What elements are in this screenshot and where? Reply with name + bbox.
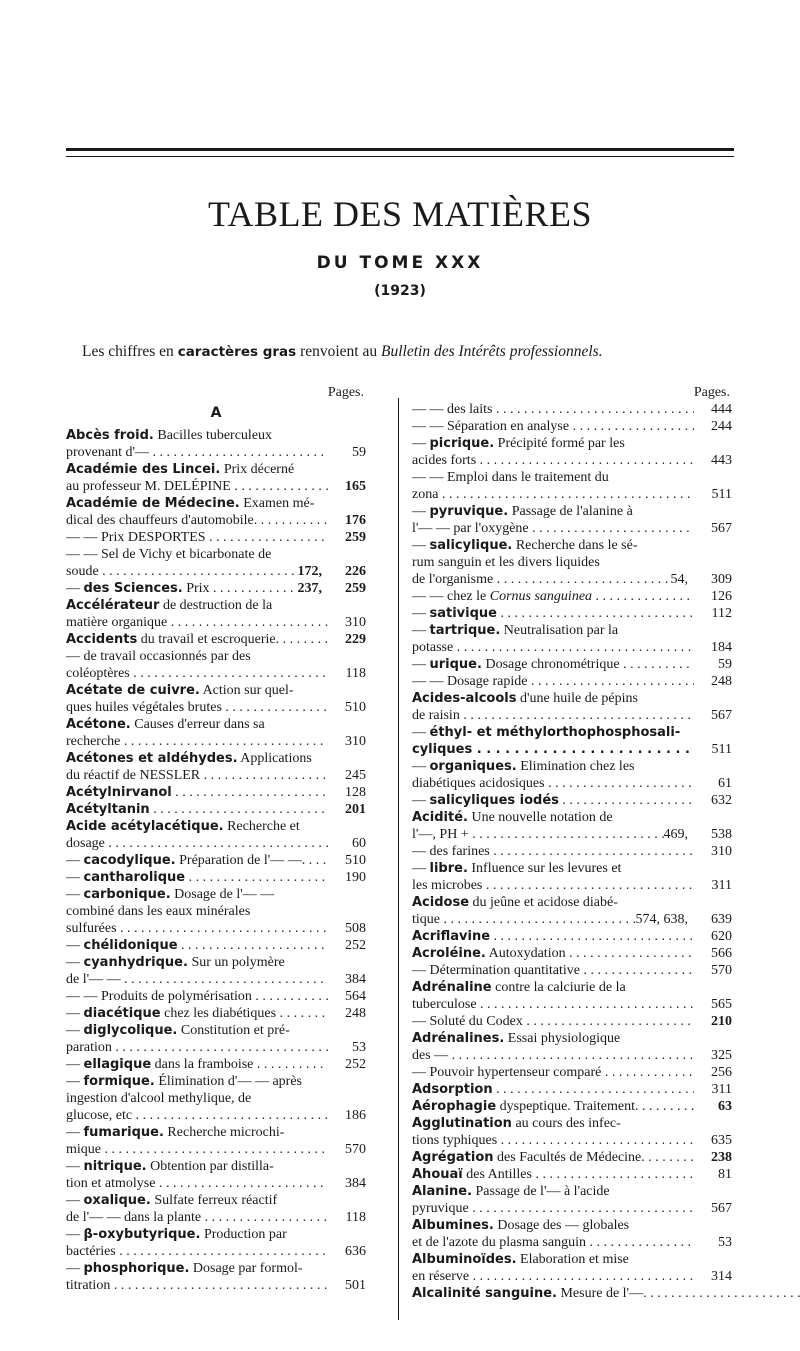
index-entry: — ellagique dans la framboise . . . 252 — [66, 1056, 366, 1073]
index-entry: — fumarique. Recherche microchi- mique . . . 570 — [66, 1124, 366, 1158]
index-entry: Acétate de cuivre. Action sur quel- ques huiles végétales brutes . . . 510 — [66, 682, 366, 716]
column-divider — [398, 398, 399, 1320]
index-entry: Acide acétylacétique. Recherche et dosage . . . 60 — [66, 818, 366, 852]
index-entry: Acétones et aldéhydes. Applications du réactif de NESSLER . . . 245 — [66, 750, 366, 784]
index-entry: Acétone. Causes d'erreur dans sa recherche . . . 310 — [66, 716, 366, 750]
index-entry: — formique. Élimination d'— — après ingestion d'alcool methylique, de glucose, etc . . . 186 — [66, 1073, 366, 1124]
top-rule-thick — [66, 148, 734, 151]
index-entry: — diglycolique. Constitution et pré- paration . . . 53 — [66, 1022, 366, 1056]
index-entry: Académie de Médecine. Examen mé- dical des chauffeurs d'automobile. . . . 176 — [66, 495, 366, 529]
index-entry: Ahouaï des Antilles . . . 81 — [412, 1166, 732, 1183]
index-entry: — Détermination quantitative . . . 570 — [412, 962, 732, 979]
index-entry: — des farines . . . 310 — [412, 843, 732, 860]
index-entry: — pyruvique. Passage de l'alanine à l'— — par l'oxygène . . . 567 — [412, 503, 732, 537]
index-entry: — cyanhydrique. Sur un polymère de l'— — . . . 384 — [66, 954, 366, 988]
index-entry: — — chez le Cornus sanguinea . . . 126 — [412, 588, 732, 605]
index-entry: Albuminoïdes. Elaboration et mise en réserve . . . 314 — [412, 1251, 732, 1285]
index-entry: — éthyl- et méthylorthophosphosali- cyliques . . . 511 — [412, 724, 732, 758]
index-entry: — — Prix DESPORTES . . . 259 — [66, 529, 366, 546]
index-entry: — urique. Dosage chronométrique . . . 59 — [412, 656, 732, 673]
index-entry: Acétylnirvanol . . . 128 — [66, 784, 366, 801]
index-entry: Albumines. Dosage des — globales et de l'azote du plasma sanguin . . . 53 — [412, 1217, 732, 1251]
index-entry: — salicyliques iodés . . . 632 — [412, 792, 732, 809]
index-entry: — — des laits . . . 444 — [412, 401, 732, 418]
index-entry: Accidents du travail et escroquerie. . . . 229 — de travail occasionnés par des coléoptères . . . 118 — [66, 631, 366, 682]
top-rule-thin — [66, 156, 734, 157]
index-entry: — carbonique. Dosage de l'— — combiné dans les eaux minérales sulfurées . . . 508 — [66, 886, 366, 937]
index-entry: — — Dosage rapide . . . 248 — [412, 673, 732, 690]
index-entry: — chélidonique . . . 252 — [66, 937, 366, 954]
index-entry: Acétyltanin . . . 201 — [66, 801, 366, 818]
index-entry: Adrénaline contre la calciurie de la tuberculose . . . 565 — [412, 979, 732, 1013]
volume-subtitle: DU TOME XXX — [316, 253, 484, 273]
index-entry: Acriflavine . . . 620 — [412, 928, 732, 945]
index-entry: Acidose du jeûne et acidose diabé- tique . . . 574, 638, 639 — [412, 894, 732, 928]
index-entry: — β-oxybutyrique. Production par bactéries . . . 636 — [66, 1226, 366, 1260]
index-entry: Acides-alcools d'une huile de pépins de raisin . . . 567 — [412, 690, 732, 724]
index-entry: — oxalique. Sulfate ferreux réactif de l'— — dans la plante . . . 118 — [66, 1192, 366, 1226]
index-entry: Abcès froid. Bacilles tuberculeux provenant d'— . . . 59 — [66, 427, 366, 461]
index-entry: Agrégation des Facultés de Médecine. . . . 238 — [412, 1149, 732, 1166]
index-entry: — Soluté du Codex . . . 210 — [412, 1013, 732, 1030]
index-entry: — — Produits de polymérisation . . . 564 — [66, 988, 366, 1005]
index-entry: Alcalinité sanguine. Mesure de l'—. . . . — [412, 1285, 732, 1302]
volume-year: (1923) — [374, 283, 426, 299]
index-entry: — organiques. Elimination chez les diabétiques acidosiques . . . 61 — [412, 758, 732, 792]
left-column — [66, 384, 366, 1294]
index-entry: — phosphorique. Dosage par formol- titration . . . 501 — [66, 1260, 366, 1294]
index-entry: — diacétique chez les diabétiques . . . 248 — [66, 1005, 366, 1022]
index-entry: Accélérateur de destruction de la matière organique . . . 310 — [66, 597, 366, 631]
pages-label-left: Pages. — [327, 385, 364, 400]
index-entry: Acroléine. Autoxydation . . . 566 — [412, 945, 732, 962]
index-entry: — — Séparation en analyse . . . 244 — [412, 418, 732, 435]
section-letter: A — [210, 405, 222, 421]
index-entry: — libre. Influence sur les levures et les microbes . . . 311 — [412, 860, 732, 894]
index-entry: Acidité. Une nouvelle notation de l'—, PH + . . . 469, 538 — [412, 809, 732, 843]
index-entry: — cacodylique. Préparation de l'— —. . . . 510 — [66, 852, 366, 869]
index-entry: — picrique. Précipité formé par les acides forts . . . 443 — [412, 435, 732, 469]
index-entry: — des Sciences. Prix . . . 237, 259 — [66, 580, 366, 597]
right-column — [412, 384, 732, 1302]
index-entry: — nitrique. Obtention par distilla- tion et atmolyse . . . 384 — [66, 1158, 366, 1192]
index-entry: Agglutination au cours des infec- tions typhiques . . . 635 — [412, 1115, 732, 1149]
index-entry: — — Sel de Vichy et bicarbonate de soude . . . 172, 226 — [66, 546, 366, 580]
index-entry: Adsorption . . . 311 — [412, 1081, 732, 1098]
index-entry: — Pouvoir hypertenseur comparé . . . 256 — [412, 1064, 732, 1081]
index-entry: — sativique . . . 112 — [412, 605, 732, 622]
index-entry: — cantharolique . . . 190 — [66, 869, 366, 886]
index-entry: Académie des Lincei. Prix décerné au professeur M. DELÉPINE . . . 165 — [66, 461, 366, 495]
index-entry: Alanine. Passage de l'— à l'acide pyruvique . . . 567 — [412, 1183, 732, 1217]
index-entry: Adrénalines. Essai physiologique des — . . . 325 — [412, 1030, 732, 1064]
index-entry: — salicylique. Recherche dans le sé- rum sanguin et les divers liquides de l'organisme . . . 54, 309 — [412, 537, 732, 588]
pages-label-right: Pages. — [693, 385, 730, 400]
index-entry: — tartrique. Neutralisation par la potasse . . . 184 — [412, 622, 732, 656]
intro-note: Les chiffres en caractères gras renvoient au Bulletin des Intérêts professionnels. — [82, 343, 603, 360]
index-entry: — — Emploi dans le traitement du zona . . . 511 — [412, 469, 732, 503]
page-title: TABLE DES MATIÈRES — [207, 194, 593, 234]
index-entry: Aérophagie dyspeptique. Traitement. . . . 63 — [412, 1098, 732, 1115]
